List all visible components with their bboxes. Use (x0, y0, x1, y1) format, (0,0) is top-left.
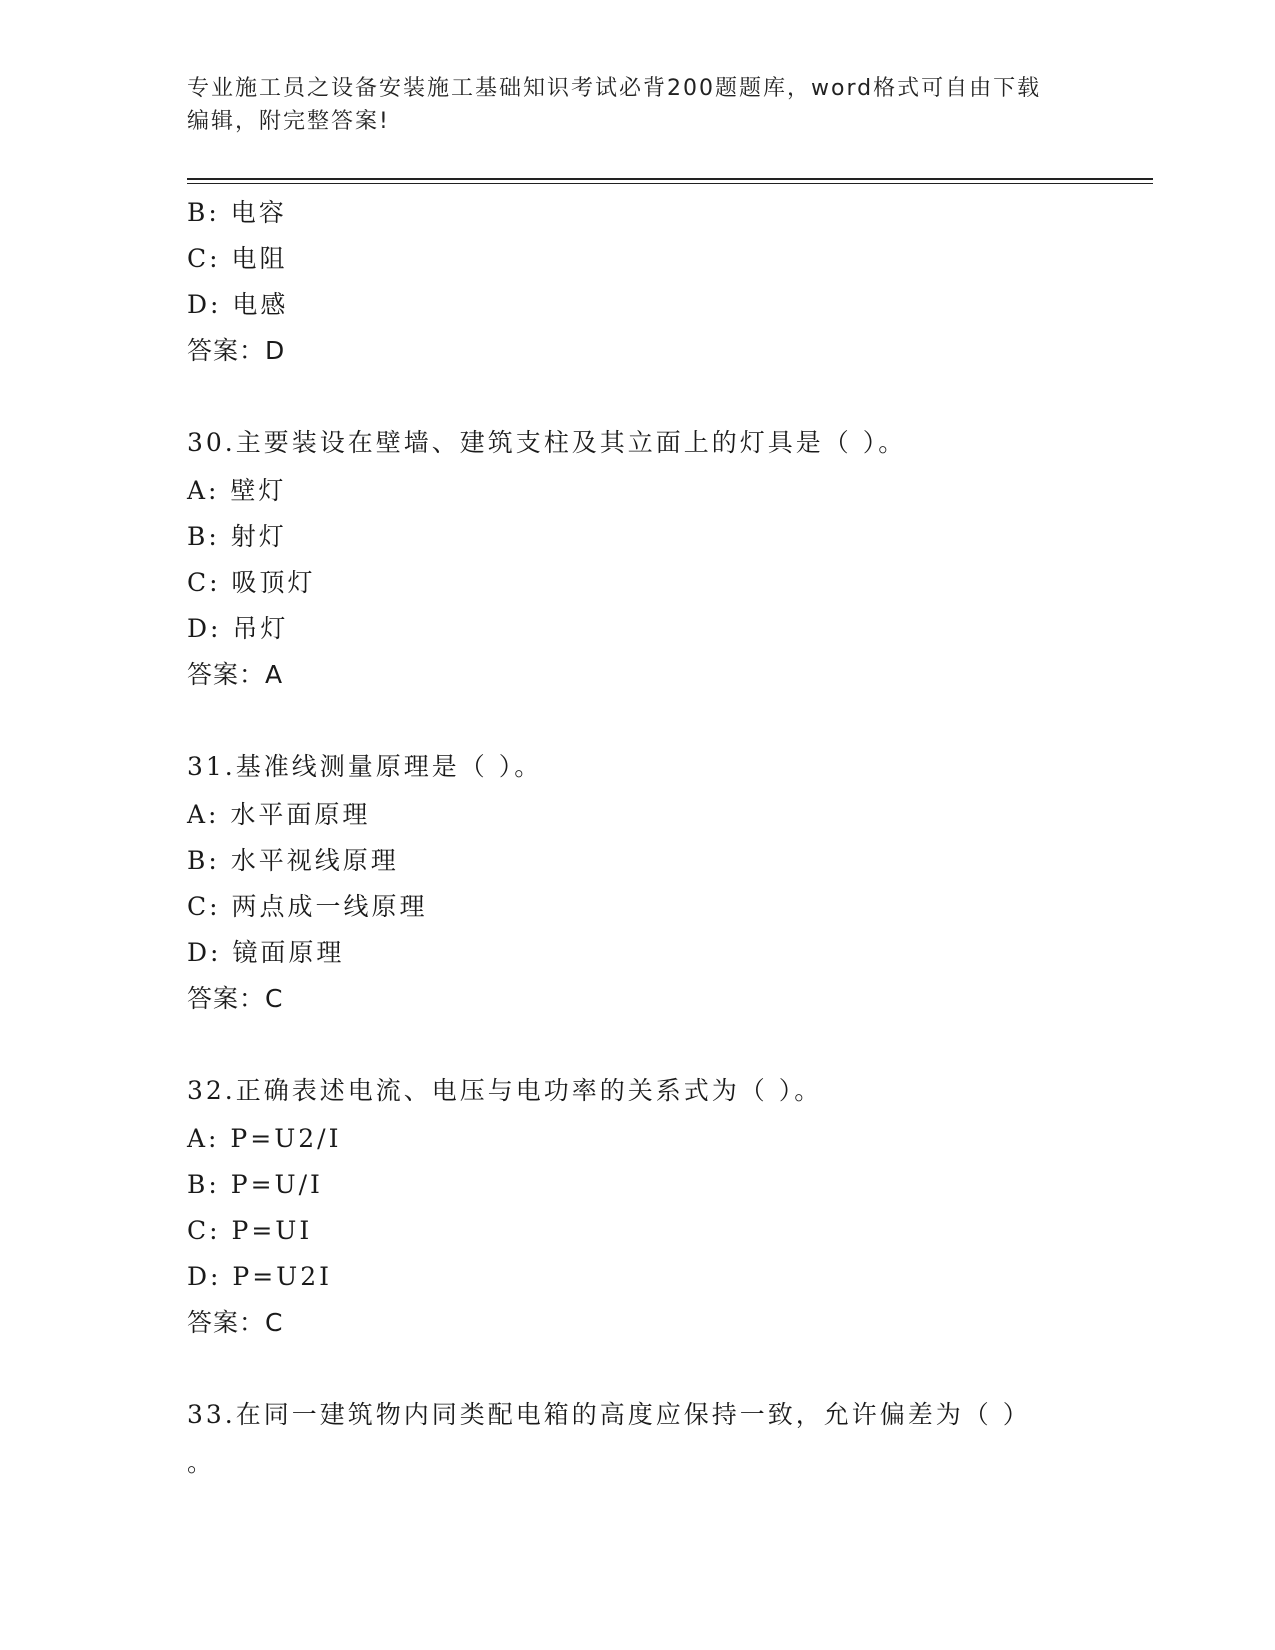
option-d: D: 吊灯 (187, 614, 289, 643)
question-33-block (187, 1390, 1153, 1486)
header-line-1: 专业施工员之设备安装施工基础知识考试必背200题题库，word格式可自由下载 (187, 76, 1042, 101)
option-b: B: 水平视线原理 (187, 846, 399, 875)
option-c: C: 电阻 (187, 244, 288, 273)
option-b: B: 电容 (187, 198, 287, 227)
spacer (187, 698, 1153, 742)
question-30-block (187, 418, 1153, 698)
option-c: C: 两点成一线原理 (187, 892, 428, 921)
document-body (187, 190, 1153, 1486)
option-d: D: 镜面原理 (187, 938, 345, 967)
question-29-block (187, 190, 1153, 374)
question-text: 30.主要装设在壁墙、建筑支柱及其立面上的灯具是（ ）。 (187, 428, 907, 457)
option-a: A: P=U2/I (187, 1124, 342, 1153)
question-text: 31.基准线测量原理是（ ）。 (187, 752, 543, 781)
question-text: 32.正确表述电流、电压与电功率的关系式为（ ）。 (187, 1076, 823, 1105)
option-d: D: P=U2I (187, 1262, 333, 1291)
answer-line: 答案：C (187, 984, 284, 1013)
header-line-2: 编辑，附完整答案! (187, 109, 390, 134)
spacer (187, 374, 1153, 418)
option-c: C: P=UI (187, 1216, 313, 1245)
header-divider (187, 178, 1153, 180)
spacer (187, 1346, 1153, 1390)
option-b: B: 射灯 (187, 522, 287, 551)
question-31-block (187, 742, 1153, 1022)
answer-line: 答案：A (187, 660, 284, 689)
option-a: A: 壁灯 (187, 476, 287, 505)
option-a: A: 水平面原理 (187, 800, 371, 829)
answer-line: 答案：D (187, 336, 286, 365)
option-c: C: 吸顶灯 (187, 568, 316, 597)
option-d: D: 电感 (187, 290, 289, 319)
document-header (187, 72, 1087, 138)
question-32-block (187, 1066, 1153, 1346)
spacer (187, 1022, 1153, 1066)
question-text: 33.在同一建筑物内同类配电箱的高度应保持一致，允许偏差为（ ） (187, 1400, 1031, 1429)
option-b: B: P=U/I (187, 1170, 323, 1199)
question-text-continuation: 。 (187, 1448, 213, 1477)
header-divider-thin (187, 183, 1153, 184)
answer-line: 答案：C (187, 1308, 284, 1337)
